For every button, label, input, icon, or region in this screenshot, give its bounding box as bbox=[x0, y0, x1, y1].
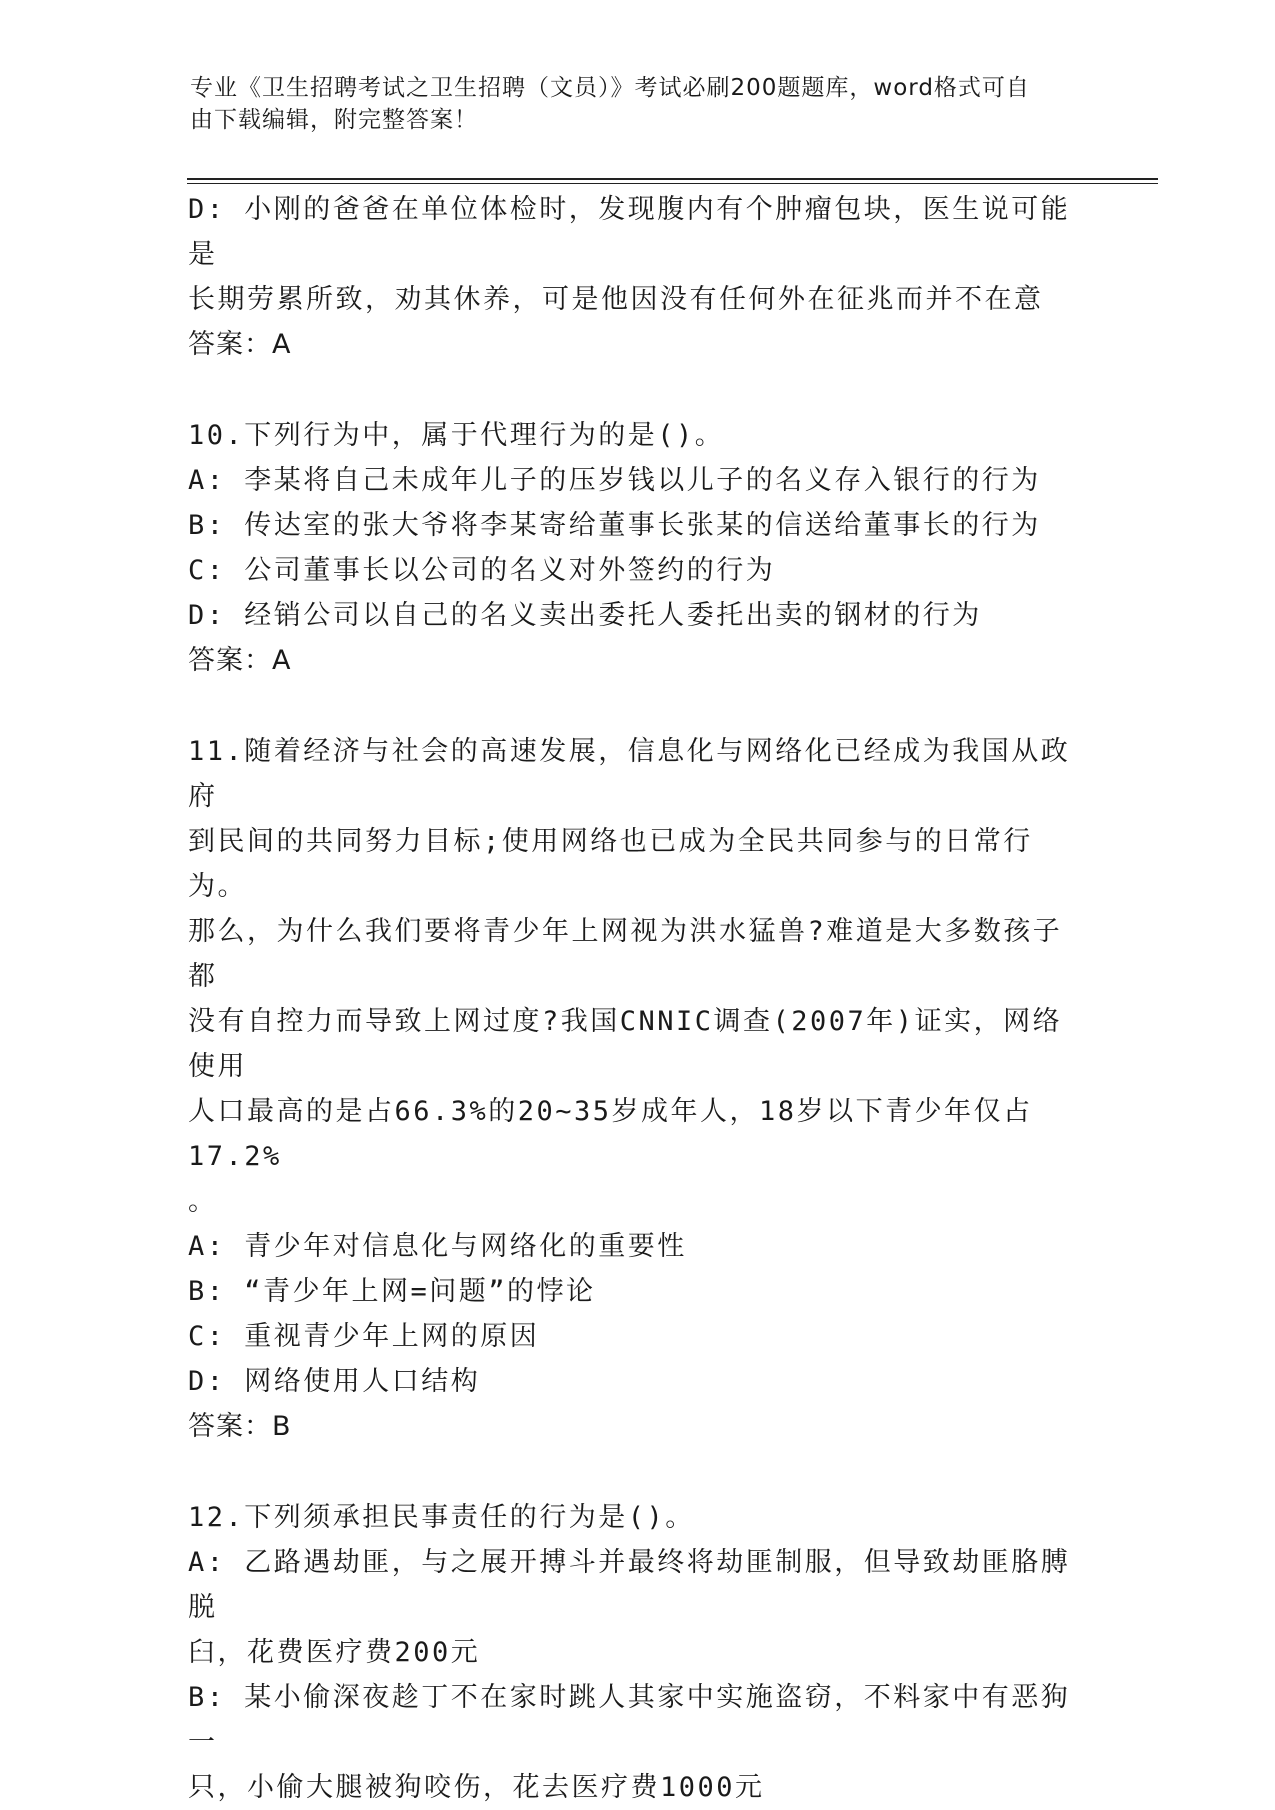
question-9-continuation bbox=[188, 187, 1088, 367]
question-stem-line-5: 人口最高的是占66.3%的20~35岁成年人，18岁以下青少年仅占17.2% bbox=[188, 1096, 1033, 1172]
header-title-line-2: 由下载编辑，附完整答案！ bbox=[190, 107, 478, 133]
option-a-line-2: 臼，花费医疗费200元 bbox=[188, 1637, 481, 1668]
question-stem: 10.下列行为中，属于代理行为的是()。 bbox=[188, 420, 725, 451]
option-a: A: 青少年对信息化与网络化的重要性 bbox=[188, 1231, 687, 1262]
option-b-line-1: B: 某小偷深夜趁丁不在家时跳人其家中实施盗窃，不料家中有恶狗一 bbox=[188, 1682, 1071, 1758]
question-10 bbox=[188, 413, 1088, 683]
question-11 bbox=[188, 729, 1088, 1449]
answer-label: 答案：A bbox=[188, 645, 292, 676]
question-stem-line-2: 到民间的共同努力目标;使用网络也已成为全民共同参与的日常行为。 bbox=[188, 826, 1033, 902]
spacer bbox=[188, 683, 1088, 729]
question-stem-line-4: 没有自控力而导致上网过度?我国CNNIC调查(2007年)证实，网络使用 bbox=[188, 1006, 1063, 1082]
question-stem-line-1: 11.随着经济与社会的高速发展，信息化与网络化已经成为我国从政府 bbox=[188, 736, 1071, 812]
header-title-line-1: 专业《卫生招聘考试之卫生招聘（文员）》考试必刷200题题库，word格式可自 bbox=[190, 75, 1030, 101]
option-d-line-2: 长期劳累所致，劝其休养，可是他因没有任何外在征兆而并不在意 bbox=[188, 284, 1044, 315]
question-stem: 12.下列须承担民事责任的行为是()。 bbox=[188, 1502, 695, 1533]
option-b: B: 传达室的张大爷将李某寄给董事长张某的信送给董事长的行为 bbox=[188, 510, 1041, 541]
option-c: C: 公司董事长以公司的名义对外签约的行为 bbox=[188, 555, 776, 586]
header-divider-thin bbox=[187, 183, 1158, 184]
option-c: C: 重视青少年上网的原因 bbox=[188, 1321, 540, 1352]
option-d-line-1: D: 小刚的爸爸在单位体检时，发现腹内有个肿瘤包块，医生说可能是 bbox=[188, 194, 1071, 270]
option-b-line-2: 只，小偷大腿被狗咬伤，花去医疗费1000元 bbox=[188, 1772, 765, 1803]
spacer bbox=[188, 367, 1088, 413]
option-a: A: 李某将自己未成年儿子的压岁钱以儿子的名义存入银行的行为 bbox=[188, 465, 1041, 496]
spacer bbox=[188, 1449, 1088, 1495]
question-stem-line-6: 。 bbox=[188, 1186, 218, 1217]
header-divider-thick bbox=[187, 178, 1158, 180]
document-body bbox=[188, 187, 1088, 1810]
question-stem-line-3: 那么，为什么我们要将青少年上网视为洪水猛兽?难道是大多数孩子都 bbox=[188, 916, 1063, 992]
option-d: D: 网络使用人口结构 bbox=[188, 1366, 481, 1397]
option-b: B: “青少年上网=问题”的悖论 bbox=[188, 1276, 596, 1307]
option-d: D: 经销公司以自己的名义卖出委托人委托出卖的钢材的行为 bbox=[188, 600, 982, 631]
answer-label: 答案：A bbox=[188, 329, 292, 360]
page-header bbox=[190, 72, 1070, 136]
answer-label: 答案：B bbox=[188, 1411, 292, 1442]
option-a-line-1: A: 乙路遇劫匪，与之展开搏斗并最终将劫匪制服，但导致劫匪胳膊脱 bbox=[188, 1547, 1071, 1623]
question-12 bbox=[188, 1495, 1088, 1810]
